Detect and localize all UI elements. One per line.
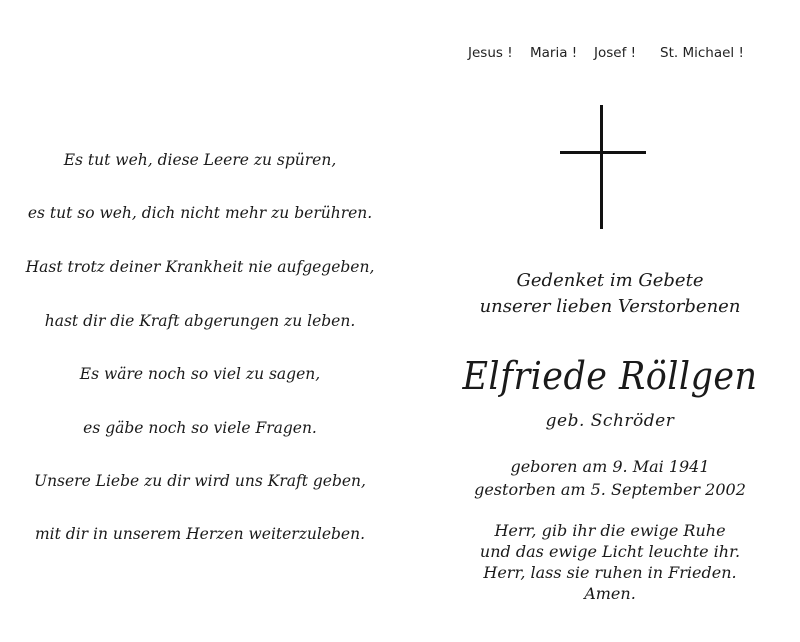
prayer-line: und das ewige Licht leuchte ihr.: [479, 542, 741, 561]
prayer-line: Herr, lass sie ruhen in Frieden.: [483, 563, 737, 582]
invocation-josef: Josef !: [594, 45, 637, 61]
prayer-line: Herr, gib ihr die ewige Ruhe: [494, 521, 726, 540]
poem-line: Hast trotz deiner Krankheit nie aufgegeben,: [25, 258, 375, 276]
cross-icon: [560, 105, 646, 229]
memorial-line-2: unserer lieben Verstorbenen: [479, 296, 741, 317]
poem-line: es gäbe noch so viele Fragen.: [83, 419, 317, 437]
deceased-name: Elfriede Röllgen: [462, 354, 758, 398]
prayer: [440, 520, 780, 604]
poem-line: hast dir die Kraft abgerungen zu leben.: [44, 312, 356, 330]
death-date: gestorben am 5. September 2002: [474, 480, 746, 499]
life-dates: [440, 455, 780, 501]
invocation-jesus: Jesus !: [468, 45, 513, 61]
poem-line: es tut so weh, dich nicht mehr zu berühren.: [27, 204, 373, 222]
memorial-line-1: Gedenket im Gebete: [516, 270, 704, 291]
invocation-line: [450, 45, 770, 65]
birth-date: geboren am 9. Mai 1941: [510, 457, 710, 476]
poem-line: Es tut weh, diese Leere zu spüren,: [63, 151, 337, 169]
maiden-name: geb. Schröder: [545, 411, 675, 431]
invocation-maria: Maria !: [530, 45, 578, 61]
poem-line: Unsere Liebe zu dir wird uns Kraft geben,: [34, 472, 366, 490]
invocation-st-michael: St. Michael !: [660, 45, 744, 61]
prayer-line: Amen.: [584, 584, 636, 603]
poem-line: mit dir in unserem Herzen weiterzuleben.: [34, 525, 366, 543]
cross-vertical-bar: [600, 105, 603, 229]
cross-horizontal-bar: [560, 151, 646, 154]
poem-line: Es wäre noch so viel zu sagen,: [79, 365, 321, 383]
memorial-heading: [440, 268, 780, 320]
